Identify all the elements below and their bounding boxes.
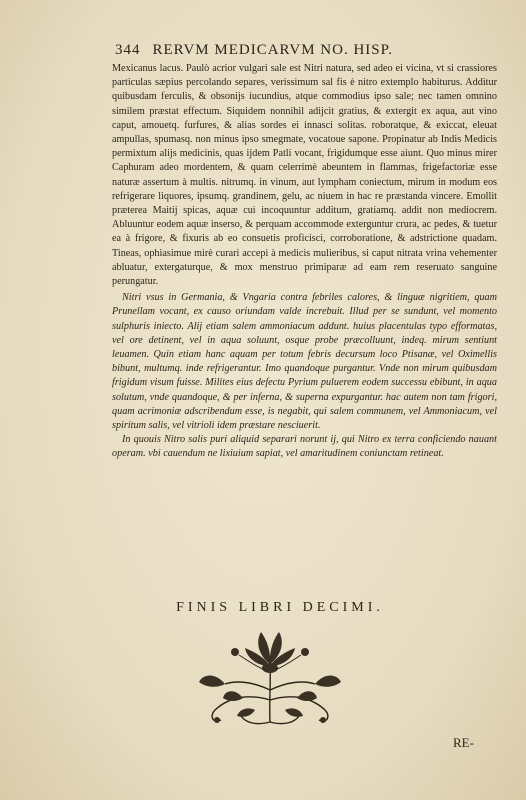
italic-note	[112, 291, 497, 461]
italic-paragraph: Nitri vsus in Germania, & Vngaria contra febriles calores, & linguæ nigritiem, quam Prunellam vocant, ex causo oriundam valde increbuit. Illud per se sundunt, vel momento sulphuris iniecto. Alij etiam salem ammoniacum addunt. huius placentulas typo efformatas, vel ore detinent, vel in aqua soluunt, osque probe præcolluunt, indeq. mirum sentiunt leuamen. Quin etiam hanc aquam per totum febris decursum loco Ptisanæ, vel Oximellis bibunt, multumq. inde refrigerantur. Imo quandoque purgantur. Vnde non mirum quibusdam frigidum visum fuisse. Milites eius defectu Pyrium puluerem eodem successu ebibunt, in aqua solutum, vnde quandoque, & per inferna, & superna expurgantur. hac autem non tam frigori, quam acrimoniæ adscribendum esse, is negabit, qui salem communem, vel Ammoniacum, vel spiritum salis, vel vitrioli idem præstare nesciuerit.	[112, 292, 497, 432]
running-title: RERVM MEDICARVM NO. HISP.	[152, 42, 394, 58]
catchword: RE-	[453, 735, 474, 750]
floral-ornament	[195, 622, 345, 732]
main-text	[112, 62, 497, 462]
italic-paragraph: In quouis Nitro salis puri aliquid separari norunt ij, qui Nitro ex terra conficiendo nauant operam. vbi cauendum ne lixiuium sapiat, vel amaritudinem coniunctam retineat.	[112, 434, 497, 460]
page-number: 344	[115, 42, 141, 58]
end-title: FINIS LIBRI DECIMI.	[176, 600, 384, 615]
body-paragraph: Mexicanus lacus. Paulò acrior vulgari sale est Nitri natura, sed adeo ei vicina, vt si crassiores particulas sæpius percolando separes, verissimum sal fis è nitro extemplo habiturus. Additur quibusdam ferculis, & obsonijs iucundius, atque commodius ipso sale; nec tamen omnino similem præstat effectum. Siquidem nonnihil adijcit gratius, & extergit ex aqua, aut vino caput, amouetq. furfures, & alias sordes ei innasci solitas. roboratque, & exiccat, eleuat ampullas, spumasq. non minus ipso smegmate, vocatoue sapone. Propinatur ab Indis Medicis permixtum alijs medicinis, quas ijdem Patli vocant, frigidumque esse aiunt. Quo minus mirer Caphuram adeo mordentem, & quam celerrimè abeuntem in flammas, frigefactoriæ esse naturæ assertum à multis. nitrumq. in vinum, aut lympham coniectum, mirum in modum eos refrigerare liquores, ipsumq. grandinem, gelu, ac niuem in hac re præstanda vincere. Emollit præterea Maitij spicas, aquæ cui incoquuntur additum, gratiamq. addit non mediocrem. Abluuntur eodem aquæ inserso, & perquam accommode exterguntur crura, ac pedes, & tuetur ea à frigore, & fixuris ab eo consuetis proficisci, corroboratione, & adstrictione quadam. Tineas, ophiasimue mirè curari accepi à medicis mulieribus, si caput nitrata vrina vehementer abluatur, extergaturque, & mox menstruo primiparæ ad eam rem reseruato sanguine perungatur.	[112, 63, 497, 288]
running-header	[115, 42, 485, 59]
